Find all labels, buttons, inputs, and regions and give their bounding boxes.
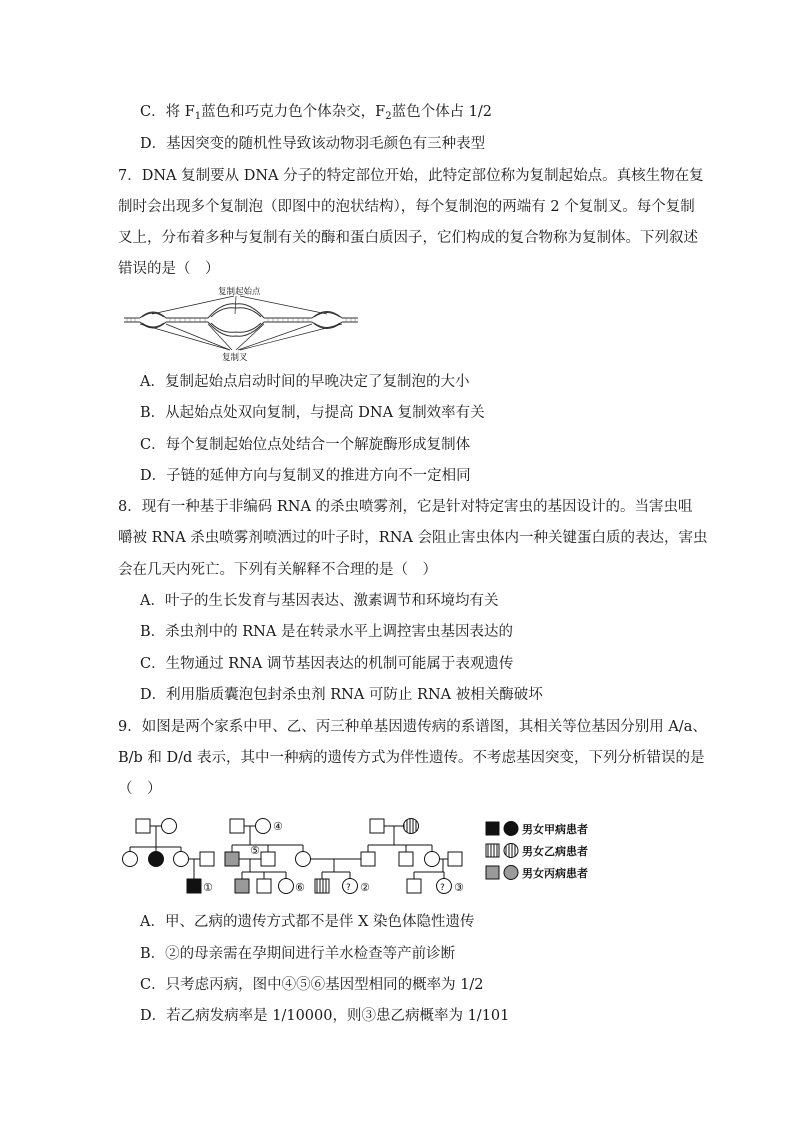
pedigree-legend xyxy=(486,822,518,880)
q9-option-a: A．甲、乙病的遗传方式都不是伴 X 染色体隐性遗传 xyxy=(140,914,475,930)
q7-stem-line-1: 7．DNA 复制要从 DNA 分子的特定部位开始，此特定部位称为复制起始点。真核生物在复 xyxy=(118,168,704,184)
q7-stem-line-2: 制时会出现多个复制泡（即图中的泡状结构），每个复制泡的两端有 2 个复制叉。每个复制 xyxy=(118,199,695,215)
q7-option-a: A．复制起始点启动时间的早晚决定了复制泡的大小 xyxy=(140,374,470,390)
q7-option-d: D．子链的延伸方向与复制叉的推进方向不一定相同 xyxy=(140,468,471,484)
q8-option-d: D．利用脂质囊泡包封杀虫剂 RNA 可防止 RNA 被相关酶破坏 xyxy=(140,687,543,703)
q9-stem-line-3: （ ） xyxy=(118,781,162,797)
q7-stem-line-4: 错误的是（ ） xyxy=(118,261,220,277)
legend-label-b: 男女乙病患者 xyxy=(522,845,588,858)
question-mark-3: ? xyxy=(440,883,445,893)
q9-option-b: B．②的母亲需在孕期间进行羊水检查等产前诊断 xyxy=(140,946,456,962)
q7-option-b: B．从起始点处双向复制，与提高 DNA 复制效率有关 xyxy=(140,405,485,421)
q8-stem-line-3: 会在几天内死亡。下列有关解释不合理的是（ ） xyxy=(118,562,437,578)
mark-1: ① xyxy=(203,881,213,894)
question-mark-2: ? xyxy=(346,883,351,893)
q8-stem-line-2: 嚼被 RNA 杀虫喷雾剂喷洒过的叶子时，RNA 会阻止害虫体内一种关键蛋白质的表达，害虫 xyxy=(118,530,708,546)
q9-stem-line-1: 9．如图是两个家系中甲、乙、丙三种单基因遗传病的系谱图，其相关等位基因分别用 A/a、 xyxy=(118,719,707,735)
legend-label-c: 男女丙病患者 xyxy=(522,867,588,880)
q8-stem-line-1: 8．现有一种基于非编码 RNA 的杀虫喷雾剂，它是针对特定害虫的基因设计的。当害虫咀 xyxy=(118,499,693,515)
figure-label-origin: 复制起始点 xyxy=(218,287,261,297)
mark-2: ② xyxy=(360,881,370,894)
replication-bubble-figure xyxy=(122,284,362,362)
q7-option-c: C．每个复制起始位点处结合一个解旋酶形成复制体 xyxy=(140,437,471,453)
q6-option-d: D．基因突变的随机性导致该动物羽毛颜色有三种表型 xyxy=(140,136,486,152)
q6-option-c: C．将 $F_1$蓝色和巧克力色个体杂交，$F_2$蓝色个体占 1/2 xyxy=(140,104,493,122)
mark-4: ④ xyxy=(273,820,283,833)
q7-stem-line-3: 叉上，分布着多种与复制有关的酶和蛋白质因子，它们构成的复合物称为复制体。下列叙述 xyxy=(118,230,698,246)
q8-option-a: A．叶子的生长发育与基因表达、激素调节和环境均有关 xyxy=(140,593,499,609)
pedigree-chart xyxy=(118,812,608,900)
q9-stem-line-2: B/b 和 D/d 表示，其中一种病的遗传方式为伴性遗传。不考虑基因突变，下列分析错误的是 xyxy=(118,750,705,766)
q9-option-d: D．若乙病发病率是 1/10000，则③患乙病概率为 1/101 xyxy=(140,1008,510,1024)
q8-option-c: C．生物通过 RNA 调节基因表达的机制可能属于表观遗传 xyxy=(140,656,514,672)
mark-5: ⑤ xyxy=(250,844,260,857)
mark-6: ⑥ xyxy=(295,881,305,894)
q9-option-c: C．只考虑丙病，图中④⑤⑥基因型相同的概率为 1/2 xyxy=(140,977,484,993)
figure-label-fork: 复制叉 xyxy=(222,353,248,362)
q8-option-b: B．杀虫剂中的 RNA 是在转录水平上调控害虫基因表达的 xyxy=(140,624,513,640)
mark-3: ③ xyxy=(454,881,464,894)
legend-label-a: 男女甲病患者 xyxy=(522,823,588,836)
